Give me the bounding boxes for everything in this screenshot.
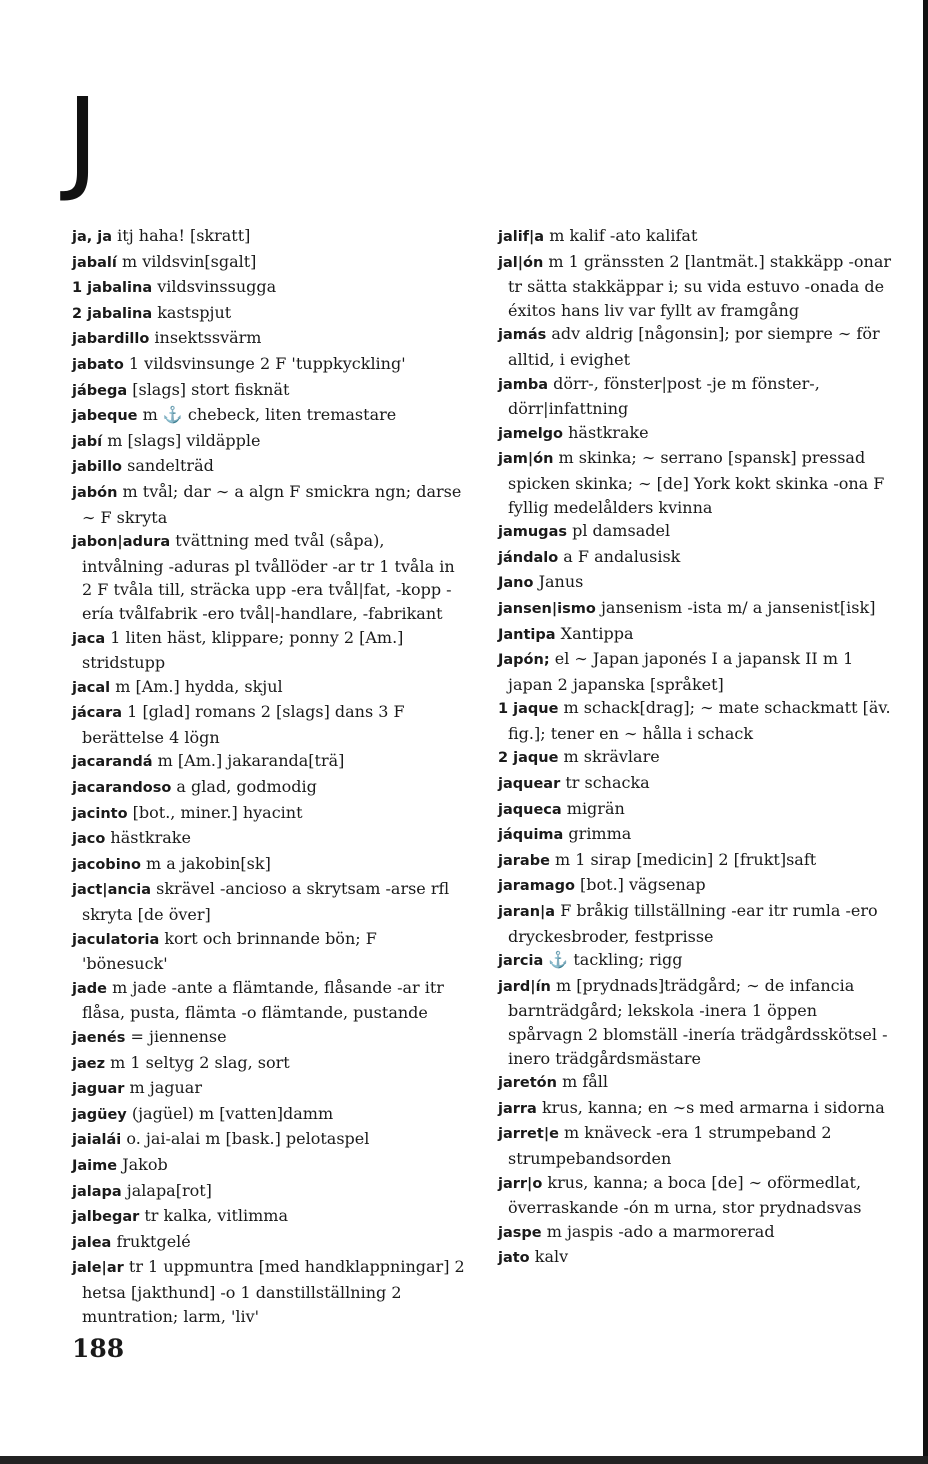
definition: m 1 gränssten 2 [lantmät.] stakkäpp -onar tr sätta stakkäppar i; su vida estuvo -onada de éxitos hans liv var fyllt av framgång [508, 251, 892, 320]
headword: jaenés [72, 1030, 126, 1046]
headword: jamba [498, 376, 549, 393]
dictionary-entry [498, 771, 892, 797]
definition: m jaguar [129, 1078, 202, 1098]
headword: jacal [72, 679, 111, 696]
headword: 1 jabalina [72, 280, 153, 297]
headword: jal|ón [498, 254, 544, 271]
dictionary-entry [72, 1102, 466, 1128]
dictionary-entry [72, 801, 466, 827]
headword: jagüey [72, 1106, 127, 1123]
headword: 2 jaque [498, 750, 559, 767]
dictionary-entry [72, 529, 466, 625]
headword: jalif|a [498, 229, 545, 245]
headword: jade [72, 980, 107, 997]
headword: jaca [72, 630, 106, 647]
dictionary-entry [72, 250, 466, 276]
dictionary-entry [498, 622, 892, 648]
definition: m [Am.] jakaranda[trä] [157, 751, 345, 771]
headword: Jantipa [498, 626, 556, 643]
definition: dörr-, fönster|post -je m fönster-, dörr|infattning [508, 373, 820, 419]
headword: jaquear [498, 776, 561, 793]
definition: sandelträd [127, 456, 214, 476]
dictionary-entry [72, 352, 466, 378]
headword: jamás [498, 327, 547, 344]
dictionary-entry [498, 372, 892, 421]
dictionary-entry [498, 647, 892, 696]
headword: jáquima [498, 827, 564, 844]
definition: tvättning med tvål (såpa), intvålning -aduras pl tvållöder -ar tr 1 tvåla in 2 F tvåla till, sträcka upp -era tvål|fat, -kopp -ería tvålfabrik -ero tvål|-handlare, -fabrikant [82, 531, 455, 623]
headword: jarcia [498, 953, 544, 970]
definition: Jakob [122, 1154, 168, 1174]
headword: ja, ja [72, 229, 113, 245]
definition: F bråkig tillställning -ear itr rumla -ero dryckesbroder, festprisse [508, 901, 878, 946]
dictionary-entry [72, 927, 466, 976]
dictionary-entry [498, 224, 892, 250]
headword: jarra [498, 1100, 537, 1117]
headword: jabón [72, 484, 118, 501]
definition: a F andalusisk [563, 546, 681, 566]
dictionary-entry [498, 974, 892, 1070]
dictionary-entry [498, 1171, 892, 1220]
dictionary-entry [72, 429, 466, 455]
definition: m schack[drag]; ∼ mate schackmatt [äv. fig.]; tener en ∼ hålla i schack [508, 698, 891, 743]
definition: jansenism -ista m/ a jansenist[isk] [600, 597, 876, 617]
headword: jacobino [72, 856, 141, 873]
definition: tr kalka, vitlimma [144, 1206, 288, 1226]
dictionary-entry [72, 675, 466, 701]
headword: jabon|adura [72, 534, 171, 551]
definition: kastspjut [157, 302, 232, 322]
dictionary-entry [498, 696, 892, 745]
headword: jabeque [72, 408, 138, 425]
dictionary-entry [72, 378, 466, 404]
definition: insektssvärm [154, 328, 262, 348]
headword: jabalí [72, 254, 117, 271]
dictionary-entry [498, 873, 892, 899]
definition: [slags] stort fisknät [132, 379, 290, 399]
headword: jábega [72, 382, 128, 399]
definition: m fåll [562, 1072, 609, 1092]
dictionary-entry [72, 454, 466, 480]
definition: Xantippa [560, 623, 634, 643]
headword: jaretón [498, 1075, 557, 1092]
headword: jansen|ismo [498, 600, 596, 617]
dictionary-entry [498, 1245, 892, 1271]
dictionary-entry [72, 749, 466, 775]
headword: jaramago [498, 878, 575, 895]
dictionary-entry [498, 822, 892, 848]
dictionary-entry [72, 826, 466, 852]
definition: = jiennense [130, 1027, 227, 1046]
headword: jaialái [72, 1132, 122, 1149]
definition: Janus [538, 572, 584, 592]
headword: jaqueca [498, 801, 562, 818]
dictionary-entry [498, 797, 892, 823]
definition: hästkrake [110, 828, 191, 848]
dictionary-entry [498, 545, 892, 571]
definition: 1 [glad] romans 2 [slags] dans 3 F berättelse 4 lögn [82, 702, 405, 747]
headword: jalbegar [72, 1209, 140, 1226]
definition: m vildsvin[sgalt] [121, 251, 257, 271]
definition: pl damsadel [572, 521, 671, 541]
dictionary-entry [498, 322, 892, 371]
definition: [bot., miner.] hyacint [132, 802, 303, 822]
dictionary-entry [72, 775, 466, 801]
definition: el ∼ Japan japonés I a japansk II m 1 japan 2 japanska [språket] [508, 649, 854, 694]
headword: jarabe [498, 852, 550, 869]
dictionary-entry [72, 1255, 466, 1328]
headword: jamugas [498, 524, 567, 541]
page-edge-right [923, 0, 928, 1464]
dictionary-entry [72, 1179, 466, 1205]
headword: jacarandoso [72, 780, 172, 797]
headword: jard|ín [498, 978, 551, 995]
definition: 1 vildsvinsunge 2 F 'tuppkyckling' [128, 353, 406, 373]
dictionary-entry [498, 421, 892, 447]
headword: jacinto [72, 805, 128, 822]
definition: itj haha! [skratt] [117, 226, 251, 245]
definition: 1 liten häst, klippare; ponny 2 [Am.] stridstupp [82, 627, 404, 673]
headword: jalapa [72, 1183, 122, 1200]
dictionary-entry [72, 224, 466, 250]
headword: jabato [72, 356, 124, 373]
headword: jaez [72, 1055, 106, 1072]
dictionary-entry [498, 1096, 892, 1122]
headword: jabí [72, 433, 103, 450]
definition: kort och brinnande bön; F 'bönesuck' [82, 928, 377, 974]
definition: ⚓ tackling; rigg [548, 950, 683, 970]
definition: krus, kanna; a boca [de] ∼ oförmedlat, överraskande -ón m urna, stor prydnadsvas [508, 1172, 862, 1218]
dictionary-entry [498, 446, 892, 519]
definition: m a jakobin[sk] [146, 853, 271, 873]
headword: jarret|e [498, 1126, 559, 1143]
dictionary-entry [72, 275, 466, 301]
definition: skrävel -ancioso a skrytsam -arse rfl skryta [de över] [82, 879, 450, 925]
dictionary-entry [498, 1070, 892, 1096]
definition: a glad, godmodig [176, 777, 317, 797]
dictionary-entry [72, 626, 466, 675]
headword: Jano [498, 575, 534, 592]
headword: jaculatoria [72, 931, 160, 948]
definition: m kalif -ato kalifat [549, 226, 698, 245]
definition: (jagüel) m [vatten]damm [131, 1103, 334, 1123]
headword: jabillo [72, 459, 123, 476]
definition: m [slags] vildäpple [107, 430, 261, 450]
dictionary-entry [498, 1121, 892, 1170]
headword: jácara [72, 705, 123, 722]
dictionary-entry [72, 1025, 466, 1051]
definition: m ⚓ chebeck, liten tremastare [142, 405, 397, 425]
definition: migrän [566, 798, 625, 818]
definition: kalv [534, 1247, 569, 1267]
page-edge-bottom [0, 1456, 928, 1464]
dictionary-entry [72, 1127, 466, 1153]
definition: m skinka; ∼ serrano [spansk] pressad spicken skinka; ∼ [de] York kokt skinka -ona F fyllig medelålders kvinna [508, 448, 885, 517]
left-column [72, 224, 466, 1328]
dictionary-entry [498, 570, 892, 596]
dictionary-entry [72, 877, 466, 926]
definition: m knäveck -era 1 strumpeband 2 strumpebandsorden [508, 1123, 832, 1168]
dictionary-entry [498, 745, 892, 771]
headword: 2 jabalina [72, 305, 153, 322]
headword: jarr|o [498, 1175, 543, 1192]
dictionary-entry [72, 403, 466, 429]
definition: vildsvinssugga [157, 277, 277, 297]
dictionary-entry [72, 326, 466, 352]
section-letter: J [66, 75, 100, 205]
definition: m tvål; dar ∼ a algn F smickra ngn; darse ∼ F skryta [82, 481, 462, 527]
headword: jalea [72, 1234, 112, 1251]
headword: jale|ar [72, 1260, 124, 1277]
definition: krus, kanna; en ∼s med armarna i sidorna [541, 1097, 885, 1117]
definition: o. jai-alai m [bask.] pelotaspel [126, 1129, 370, 1149]
dictionary-entry [72, 852, 466, 878]
dictionary-entry [72, 1153, 466, 1179]
headword: jaco [72, 831, 106, 848]
dictionary-entry [498, 1220, 892, 1246]
definition: tr schacka [565, 773, 650, 793]
definition: m jade -ante a flämtande, flåsande -ar itr flåsa, pusta, flämta -o flämtande, pustande [82, 977, 444, 1023]
definition: m [prydnads]trädgård; ∼ de infancia barnträdgård; lekskola -inera 1 öppen spårvagn 2 blomställ -inería trädgårdsskötsel -inero trädgårdsmästare [508, 975, 888, 1068]
dictionary-entry [498, 848, 892, 874]
headword: Japón; [498, 652, 550, 669]
headword: jándalo [498, 549, 559, 566]
dictionary-entry [72, 301, 466, 327]
headword: jaran|a [498, 904, 556, 921]
definition: fruktgelé [116, 1231, 191, 1251]
headword: Jaime [72, 1157, 118, 1174]
headword: jact|ancia [72, 882, 152, 899]
definition: grimma [568, 824, 632, 844]
headword: jaguar [72, 1081, 125, 1098]
definition: m jaspis -ado a marmorerad [546, 1221, 775, 1241]
dictionary-entry [72, 1230, 466, 1256]
headword: jacarandá [72, 754, 153, 771]
definition: hästkrake [568, 422, 649, 442]
dictionary-entry [498, 250, 892, 323]
dictionary-entry [72, 700, 466, 749]
headword: jabardillo [72, 331, 150, 348]
definition: m skrävlare [563, 747, 660, 767]
dictionary-entry [498, 899, 892, 948]
definition: m 1 sirap [medicin] 2 [frukt]saft [555, 849, 817, 869]
headword: jam|ón [498, 451, 554, 468]
dictionary-entry [498, 596, 892, 622]
definition: [bot.] vägsenap [580, 875, 706, 895]
dictionary-entry [72, 976, 466, 1025]
right-column [498, 224, 892, 1271]
dictionary-entry [498, 948, 892, 974]
definition: tr 1 uppmuntra [med handklappningar] 2 hetsa [jakthund] -o 1 danstillställning 2 muntration; larm, 'liv' [82, 1257, 465, 1326]
headword: jamelgo [498, 425, 564, 442]
definition: jalapa[rot] [126, 1180, 212, 1200]
dictionary-entry [72, 1204, 466, 1230]
headword: jato [498, 1250, 530, 1267]
dictionary-entry [72, 480, 466, 529]
headword: jaspe [498, 1224, 542, 1241]
dictionary-entry [72, 1076, 466, 1102]
definition: m 1 seltyg 2 slag, sort [110, 1052, 290, 1072]
definition: adv aldrig [någonsin]; por siempre ∼ för alltid, i evighet [508, 324, 880, 369]
headword: 1 jaque [498, 701, 559, 718]
page-number: 188 [72, 1334, 125, 1363]
definition: m [Am.] hydda, skjul [115, 676, 283, 696]
dictionary-entry [72, 1051, 466, 1077]
dictionary-entry [498, 519, 892, 545]
